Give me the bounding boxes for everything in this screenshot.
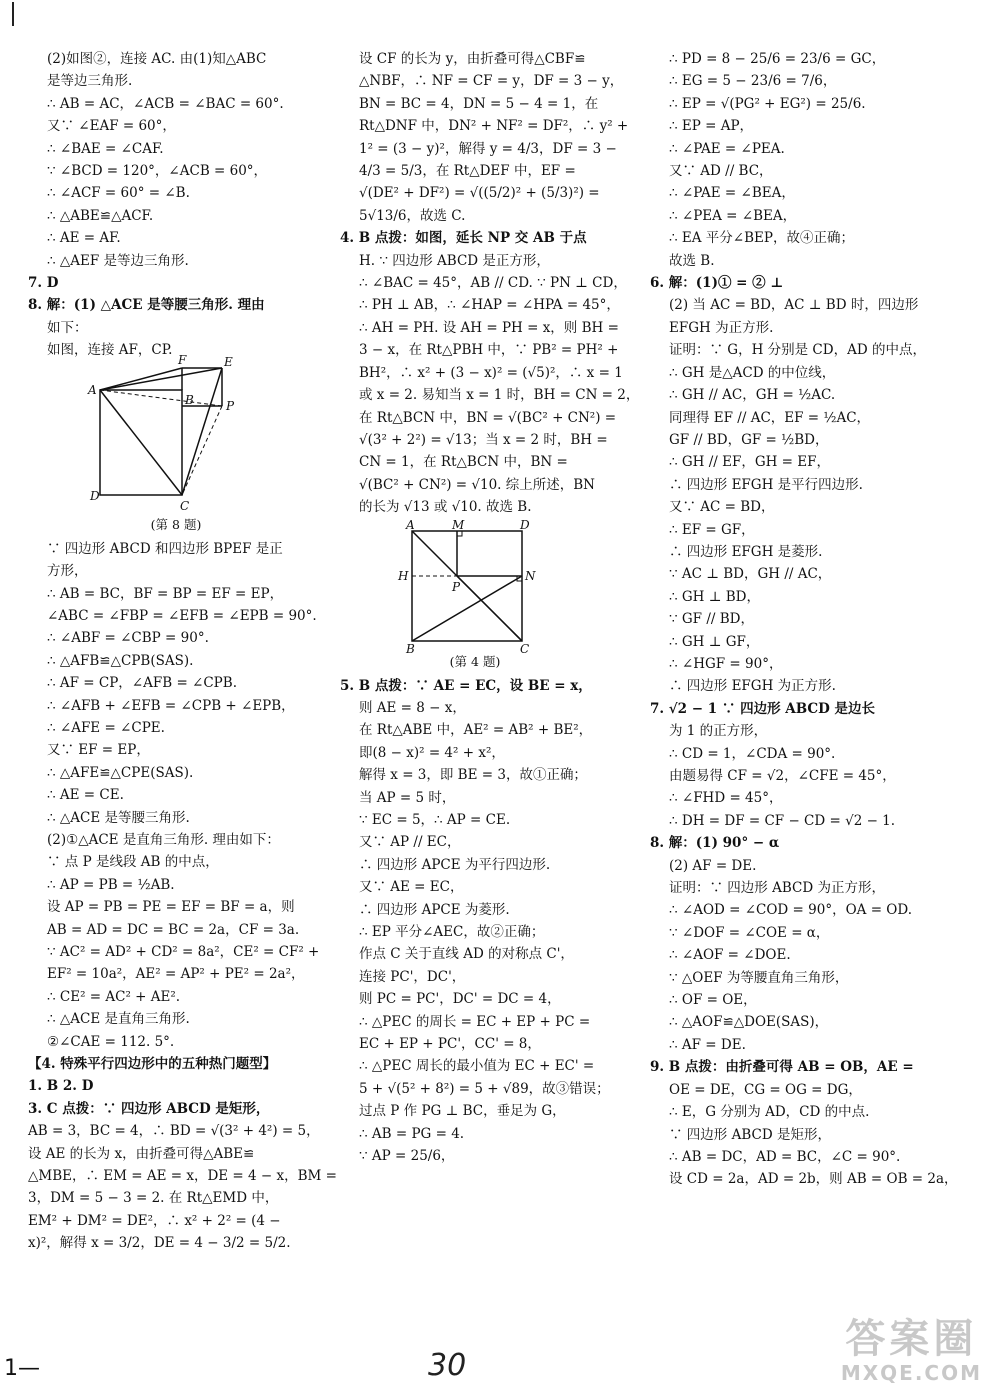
text-line: 3 − x，在 Rt△PBH 中，∵ PB² = PH² +: [359, 342, 619, 359]
text-line: 又∵ ∠EAF = 60°，: [47, 118, 176, 135]
text-line: ∴ AH = PH. 设 AH = PH = x，则 BH =: [359, 319, 619, 336]
margin-tick: [12, 2, 14, 26]
text-line: ∠ABC = ∠FBP = ∠EFB = ∠EPB = 90°.: [47, 607, 317, 624]
text-line: ∴ ∠AFE = ∠CPE.: [47, 719, 165, 736]
text-line: ∴ OF = OE，: [669, 992, 757, 1009]
text-line: 4/3 = 5/3，在 Rt△DEF 中，EF =: [359, 163, 576, 180]
text-line: 解得 x = 3，即 BE = 3，故①正确；: [359, 767, 587, 784]
text-line: ∴ EF = GF，: [669, 521, 755, 538]
text-line: ∴ 四边形 EFGH 是平行四边形.: [669, 476, 863, 493]
text-line: ∴ EP = AP，: [669, 118, 754, 135]
text-line: ∴ ∠ACF = 60° = ∠B.: [47, 185, 190, 202]
page-number: 30: [428, 1348, 467, 1383]
text-line: ∴ ∠BAE = ∠CAF.: [47, 140, 164, 157]
figure-question-8: [28, 352, 324, 534]
fig4-label: P: [452, 579, 461, 594]
text-line: ∴ ∠PAE = ∠PEA.: [669, 140, 785, 157]
text-line: 是等边三角形.: [47, 73, 133, 90]
text-line: 5√13/6，故选 C.: [359, 207, 466, 224]
text-line: ∴ 四边形 APCE 为菱形.: [359, 901, 510, 918]
text-line: ∴ EP 平分∠AEC，故②正确；: [359, 924, 545, 940]
text-line: ∴ GH ⊥ GF，: [669, 633, 760, 650]
text-line: ∵ 点 P 是线段 AB 的中点，: [47, 854, 219, 871]
text-line: 在 Rt△BCN 中，BN = √(BC² + CN²) =: [359, 409, 617, 426]
question-9-heading: 9. B 点拨：由折叠可得 AB = OB，AE =: [650, 1059, 914, 1076]
text-line: 或 x = 2. 易知当 x = 1 时，BH = CN = 2，: [359, 387, 640, 404]
text-line: 则 PC = PC'，DC' = DC = 4，: [359, 991, 561, 1008]
text-line: EC + EP + PC'，CC' = 8，: [359, 1036, 541, 1053]
text-line: △NBF，∴ NF = CF = y，DF = 3 − y，: [359, 73, 624, 90]
text-line: 3，DM = 5 − 3 = 2. 在 Rt△EMD 中，: [28, 1190, 279, 1207]
text-line: EF² = 10a²，AE² = AP² + PE² = 2a²，: [47, 966, 305, 983]
text-line: ∴ 四边形 APCE 为平行四边形.: [359, 856, 551, 873]
text-line: 当 AP = 5 时，: [359, 789, 456, 806]
text-line: ∴ ∠PEA = ∠BEA，: [669, 207, 797, 224]
text-line: (2)①△ACE 是直角三角形. 理由如下：: [47, 831, 280, 848]
figure-question-4: [340, 517, 610, 671]
column-2: [340, 48, 640, 1167]
text-line: 为 1 的正方形，: [669, 723, 768, 740]
figure-4-diagram: [340, 517, 610, 656]
text-line: ∴ GH // EF，GH = EF，: [669, 454, 831, 471]
text-line: x)²，解得 x = 3/2，DE = 4 − 3/2 = 5/2.: [28, 1235, 291, 1252]
text-line: ∴ AB = BC，BF = BP = EF = EP，: [47, 585, 284, 602]
text-line: ∵ EC = 5，∴ AP = CE.: [359, 811, 511, 828]
text-line: ∵ ∠BCD = 120°，∠ACB = 60°，: [47, 163, 268, 180]
text-line: ∴ AF = DE.: [669, 1036, 746, 1053]
text-line: ∵ AC ⊥ BD，GH // AC，: [669, 566, 832, 583]
text-line: ∵ 四边形 ABCD 是矩形，: [669, 1126, 831, 1143]
text-line: 设 AE 的长为 x，由折叠可得△ABE≌: [28, 1145, 255, 1162]
text-line: ∴ AB = PG = 4.: [359, 1125, 465, 1142]
question-7-heading: 7. √2 − 1 ∵ 四边形 ABCD 是边长: [650, 700, 876, 717]
text-line: 证明：∵ G，H 分别是 CD，AD 的中点，: [669, 342, 926, 359]
text-line: 又∵ AC = BD，: [669, 499, 775, 516]
text-line: 5 + √(5² + 8²) = 5 + √89，故③错误；: [359, 1080, 610, 1097]
text-line: ∴ AB = AC，∠ACB = ∠BAC = 60°.: [47, 95, 284, 112]
text-line: ∵ △OEF 为等腰直角三角形，: [669, 969, 849, 986]
text-line: ②∠CAE = 112. 5°.: [47, 1033, 175, 1050]
text-line: 又∵ AD // BC，: [669, 163, 773, 180]
text-line: 连接 PC'，DC'，: [359, 968, 466, 985]
fig4-label: H: [398, 568, 409, 583]
text-line: ∴ CE² = AC² + AE².: [47, 988, 181, 1005]
text-line: (2) 当 AC = BD，AC ⊥ BD 时，四边形: [669, 297, 919, 314]
text-line: 又∵ AE = EC，: [359, 879, 464, 896]
text-line: BH²，∴ x² + (3 − x)² = (√5)²，∴ x = 1: [359, 364, 623, 381]
text-line: ∴ ∠ABF = ∠CBP = 90°.: [47, 630, 209, 647]
text-line: ∴ AF = CP，∠AFB = ∠CPB.: [47, 675, 237, 692]
question-7-answer: 7. D: [28, 275, 59, 292]
question-6-heading: 6. 解：(1)① = ② ⊥: [650, 275, 784, 292]
text-line: ∴ △AOF≌△DOE(SAS)，: [669, 1014, 829, 1031]
text-line: 证明：∵ 四边形 ABCD 为正方形，: [669, 880, 885, 897]
fig8-label: E: [224, 354, 233, 369]
text-line: √(DE² + DF²) = √((5/2)² + (5/3)²) =: [359, 185, 600, 202]
text-line: ∴ △AFB≌△CPB(SAS).: [47, 652, 194, 669]
text-line: ∴ △ABE≌△ACF.: [47, 207, 154, 224]
text-line: ∴ EA 平分∠BEP，故④正确；: [669, 230, 854, 247]
text-line: 设 AP = PB = PE = EF = BF = a，则: [47, 899, 295, 916]
fig8-label: C: [180, 498, 190, 513]
text-line: H. ∵ 四边形 ABCD 是正方形，: [359, 252, 550, 269]
question-5-heading: 5. B 点拨：∵ AE = EC，设 BE = x，: [340, 677, 592, 694]
text-line: EFGH 为正方形.: [669, 319, 774, 336]
column-3: [650, 48, 958, 1191]
text-line: 作点 C 关于直线 AD 的对称点 C'，: [359, 946, 574, 963]
fig4-label: M: [452, 517, 465, 532]
text-line: ∴ △PEC 周长的最小值为 EC + EC' =: [359, 1058, 595, 1075]
text-line: 如下：: [47, 319, 88, 336]
text-line: ∴ ∠FHD = 45°，: [669, 790, 783, 807]
text-line: ∴ AE = AF.: [47, 230, 121, 247]
fig4-label: C: [520, 641, 530, 656]
text-line: Rt△DNF 中，DN² + NF² = DF²，∴ y² +: [359, 118, 629, 135]
text-line: BN = BC = 4，DN = 5 − 4 = 1，在: [359, 95, 599, 112]
text-line: 又∵ EF = EP，: [47, 742, 150, 759]
text-line: 故选 B.: [669, 252, 715, 269]
text-line: ∴ AP = PB = ½AB.: [47, 876, 175, 893]
text-line: 设 CD = 2a，AD = 2b，则 AB = OB = 2a，: [669, 1171, 958, 1188]
text-line: ∴ △ACE 是等腰三角形.: [47, 809, 190, 826]
text-line: ∴ CD = 1，∠CDA = 90°.: [669, 745, 836, 762]
text-line: ∴ 四边形 EFGH 是菱形.: [669, 543, 823, 560]
text-line: ∴ EP = √(PG² + EG²) = 25/6.: [669, 95, 866, 112]
question-8-heading: 8. 解：(1) △ACE 是等腰三角形. 理由: [28, 297, 265, 314]
column-1: [28, 48, 337, 1255]
text-line: (2)如图②，连接 AC. 由(1)知△ABC: [47, 51, 267, 67]
fig4-label: A: [406, 517, 415, 532]
text-line: CN = 1，在 Rt△BCN 中，BN =: [359, 454, 568, 471]
text-line: ∴ PD = 8 − 25/6 = 23/6 = GC，: [669, 51, 886, 67]
fig8-label: A: [88, 382, 97, 397]
text-line: √(3² + 2²) = √13；当 x = 2 时，BH =: [359, 431, 608, 448]
text-line: ∴ GH 是△ACD 的中位线，: [669, 364, 836, 381]
watermark-logo: [841, 1317, 982, 1385]
answer-line: 1. B 2. D: [28, 1078, 94, 1095]
text-line: 由题易得 CF = √2，∠CFE = 45°，: [669, 768, 896, 784]
figure-4-caption: (第 4 题): [449, 653, 501, 669]
text-line: ∴ PH ⊥ AB，∴ ∠HAP = ∠HPA = 45°，: [359, 297, 620, 314]
text-line: ∴ AE = CE.: [47, 787, 124, 804]
text-line: ∴ ∠AFB + ∠EFB = ∠CPB + ∠EPB，: [47, 697, 295, 714]
text-line: ∴ AB = DC，AD = BC，∠C = 90°.: [669, 1148, 901, 1165]
fig8-label: D: [90, 488, 100, 503]
fig4-label: N: [525, 568, 536, 583]
text-line: 的长为 √13 或 √10. 故选 B.: [359, 499, 532, 516]
text-line: OE = DE，CG = OG = DG，: [669, 1081, 862, 1098]
fig8-label: F: [178, 352, 187, 367]
text-line: 同理得 EF // AC，EF = ½AC，: [669, 409, 871, 426]
text-line: AB = 3，BC = 4，∴ BD = √(3² + 4²) = 5，: [28, 1123, 320, 1140]
text-line: 又∵ AP // EC，: [359, 834, 461, 851]
text-line: ∴ EG = 5 − 23/6 = 7/6，: [669, 73, 837, 90]
fig4-label: D: [520, 517, 530, 532]
text-line: EM² + DM² = DE²，∴ x² + 2² = (4 −: [28, 1212, 281, 1229]
text-line: 在 Rt△ABE 中，AE² = AB² + BE²，: [359, 722, 593, 739]
fig4-label: B: [406, 641, 415, 656]
figure-8-diagram: [28, 352, 318, 516]
question-8-heading: 8. 解：(1) 90° − α: [650, 835, 780, 852]
text-line: 如图，连接 AF，CP.: [47, 342, 173, 359]
text-line: ∵ AP = 25/6，: [359, 1148, 455, 1165]
text-line: ∴ GH // AC，GH = ½AC.: [669, 387, 836, 404]
text-line: ∵ 四边形 ABCD 和四边形 BPEF 是正: [47, 540, 283, 557]
text-line: ∴ △PEC 的周长 = EC + EP + PC =: [359, 1013, 591, 1030]
text-line: 方形，: [47, 563, 88, 580]
text-line: ∴ ∠AOD = ∠COD = 90°，OA = OD.: [669, 902, 912, 919]
text-line: ∴ △ACE 是直角三角形.: [47, 1011, 190, 1028]
text-line: ∵ GF // BD，: [669, 611, 754, 628]
edge-mark: 1—: [4, 1356, 40, 1381]
text-line: ∴ △AEF 是等边三角形.: [47, 252, 189, 269]
figure-8-caption: (第 8 题): [150, 516, 202, 532]
text-line: 过点 P 作 PG ⊥ BC，垂足为 G，: [359, 1103, 566, 1120]
text-line: ∴ DH = DF = CF − CD = √2 − 1.: [669, 812, 896, 829]
section-heading: 【4. 特殊平行四边形中的五种热门题型】: [28, 1056, 277, 1073]
text-line: 设 CF 的长为 y，由折叠可得△CBF≌: [359, 51, 586, 67]
text-line: ∴ ∠HGF = 90°，: [669, 655, 783, 672]
text-line: 即(8 − x)² = 4² + x²，: [359, 744, 505, 761]
text-line: ∴ E，G 分别为 AD，CD 的中点.: [669, 1104, 870, 1121]
text-line: ∴ 四边形 EFGH 为正方形.: [669, 678, 836, 695]
fig8-label: B: [185, 392, 194, 407]
fig8-label: P: [226, 398, 235, 413]
text-line: ∴ GH ⊥ BD，: [669, 588, 760, 605]
text-line: (2) AF = DE.: [669, 857, 757, 874]
watermark-url: MXQE.COM: [840, 1361, 982, 1385]
text-line: GF // BD，GF = ½BD，: [669, 431, 829, 448]
text-line: AB = AD = DC = BC = 2a，CF = 3a.: [47, 921, 300, 938]
text-line: ∴ ∠AOF = ∠DOE.: [669, 947, 791, 964]
text-line: √(BC² + CN²) = √10. 综上所述，BN: [359, 476, 595, 493]
watermark-text: 答案圈: [845, 1316, 978, 1362]
text-line: ∴ ∠PAE = ∠BEA，: [669, 185, 795, 202]
text-line: ∴ ∠BAC = 45°，AB // CD. ∵ PN ⊥ CD，: [359, 275, 627, 292]
text-line: 则 AE = 8 − x，: [359, 699, 466, 716]
question-3-heading: 3. C 点拨：∵ 四边形 ABCD 是矩形，: [28, 1100, 270, 1117]
text-line: ∵ AC² = AD² + CD² = 8a²，CE² = CF² +: [47, 944, 320, 960]
question-4-heading: 4. B 点拨：如图，延长 NP 交 AB 于点: [340, 230, 587, 247]
text-line: △MBE，∴ EM = AE = x，DE = 4 − x，BM =: [28, 1168, 337, 1185]
text-line: ∵ ∠DOF = ∠COE = α，: [669, 924, 830, 941]
text-line: 1² = (3 − y)²，解得 y = 4/3，DF = 3 −: [359, 140, 617, 157]
text-line: ∴ △AFE≌△CPE(SAS).: [47, 764, 194, 781]
